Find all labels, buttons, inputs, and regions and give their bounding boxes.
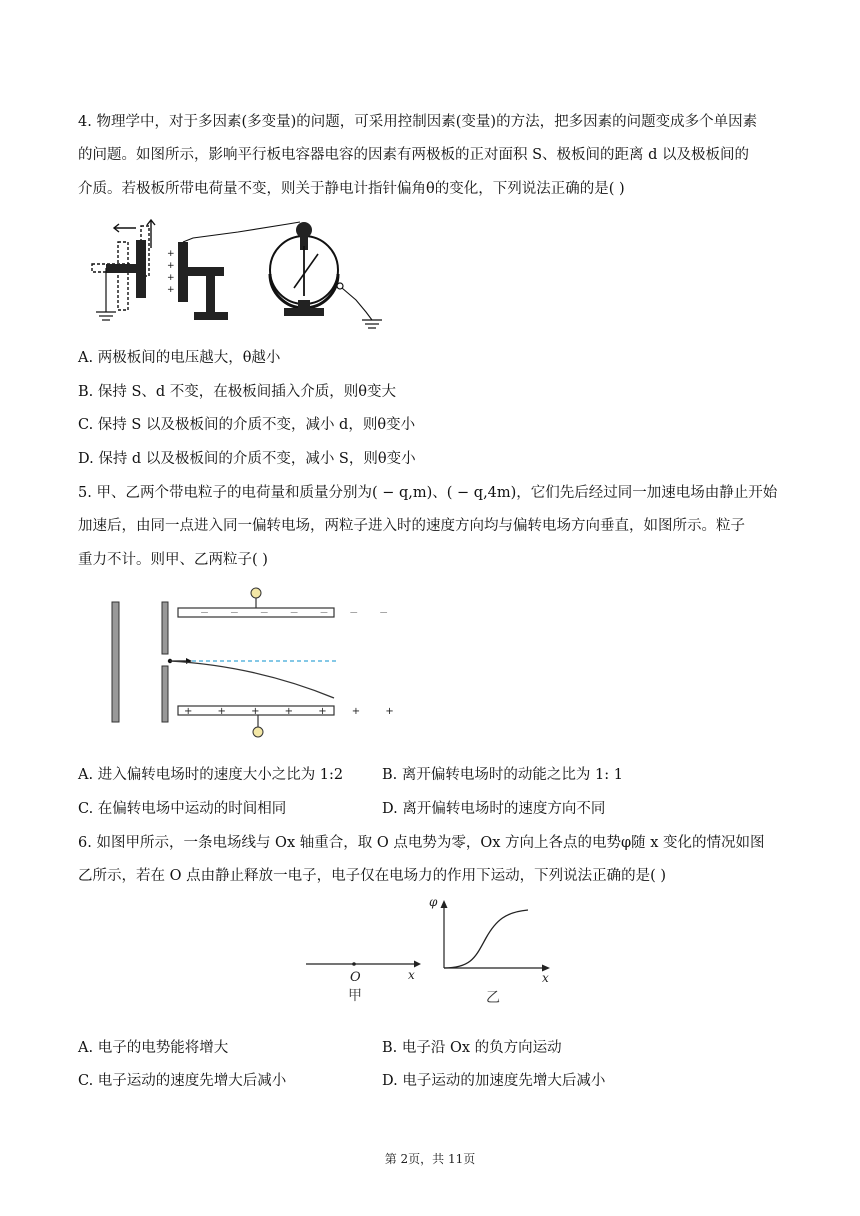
q5-option-c: C. 在偏转电场中运动的时间相同: [78, 801, 287, 817]
q6-option-c: C. 电子运动的速度先增大后减小: [78, 1073, 287, 1089]
q5-text-line2: 加速后，由同一点进入同一偏转电场，两粒子进入时的速度方向均与偏转电场方向垂直，如图所示。粒子: [78, 518, 745, 534]
q5-option-d: D. 离开偏转电场时的速度方向不同: [382, 801, 606, 817]
top-plate-signs: － － － － － － －: [200, 609, 398, 619]
field-line-figure-jia: [302, 940, 426, 1006]
q5-option-b: B. 离开偏转电场时的动能之比为 1: 1: [382, 767, 623, 783]
plus-sign: +: [167, 285, 175, 295]
q4-text-line1: 4. 物理学中，对于多因素(多变量)的问题，可采用控制因素(变量)的方法，把多因素的问题变成多个单因素: [78, 114, 758, 130]
origin-label: O: [350, 970, 361, 985]
plus-sign: +: [167, 249, 175, 259]
q6-text-line2: 乙所示，若在 O 点由静止释放一电子，电子仅在电场力的作用下运动，下列说法正确的是( ): [78, 868, 667, 884]
q6-option-b: B. 电子沿 Ox 的负方向运动: [382, 1040, 562, 1056]
q4-text-line2: 的问题。如图所示，影响平行板电容器电容的因素有两极板的正对面积 S、极板间的距离 d 以及极板间的: [78, 147, 750, 163]
q4-text-line3: 介质。若极板所带电荷量不变，则关于静电计指针偏角θ的变化，下列说法正确的是( ): [78, 181, 625, 197]
q5-text-line3: 重力不计。则甲、乙两粒子( ): [78, 552, 268, 568]
x-axis-label: x: [408, 968, 415, 982]
q5-option-a: A. 进入偏转电场时的速度大小之比为 1:2: [78, 767, 344, 783]
q4-option-b: B. 保持 S、d 不变，在极板间插入介质，则θ变大: [78, 384, 397, 400]
q4-option-d: D. 保持 d 以及极板间的介质不变，减小 S，则θ变小: [78, 451, 416, 467]
x-axis-label: x: [542, 971, 549, 985]
plus-sign: +: [167, 273, 175, 283]
deflection-field-figure: [106, 586, 405, 742]
q4-option-a: A. 两极板间的电压越大，θ越小: [78, 350, 281, 366]
page-number-footer: 第 2页，共 11页: [384, 1152, 476, 1166]
capacitor-electrometer-figure: [88, 212, 388, 334]
q6-option-d: D. 电子运动的加速度先增大后减小: [382, 1073, 606, 1089]
phi-axis-label: φ: [429, 895, 438, 909]
q6-text-line1: 6. 如图甲所示，一条电场线与 Ox 轴重合，取 O 点电势为零，Ox 方向上各点的电势φ随 x 变化的情况如图: [78, 835, 765, 851]
potential-curve: [444, 910, 528, 968]
q5-text-line1: 5. 甲、乙两个带电粒子的电荷量和质量分别为( − q,m)、( − q,4m)，它们先后经过同一加速电场由静止开始: [78, 485, 778, 501]
q4-option-c: C. 保持 S 以及极板间的介质不变，减小 d，则θ变小: [78, 417, 416, 433]
bottom-plate-signs: + + + + + + +: [184, 706, 405, 717]
q6-option-a: A. 电子的电势能将增大: [78, 1040, 229, 1056]
potential-graph-yi: [424, 894, 560, 1010]
plus-sign: +: [167, 261, 175, 271]
figure-label-yi: 乙: [486, 990, 500, 1006]
figure-label-jia: 甲: [348, 988, 362, 1004]
